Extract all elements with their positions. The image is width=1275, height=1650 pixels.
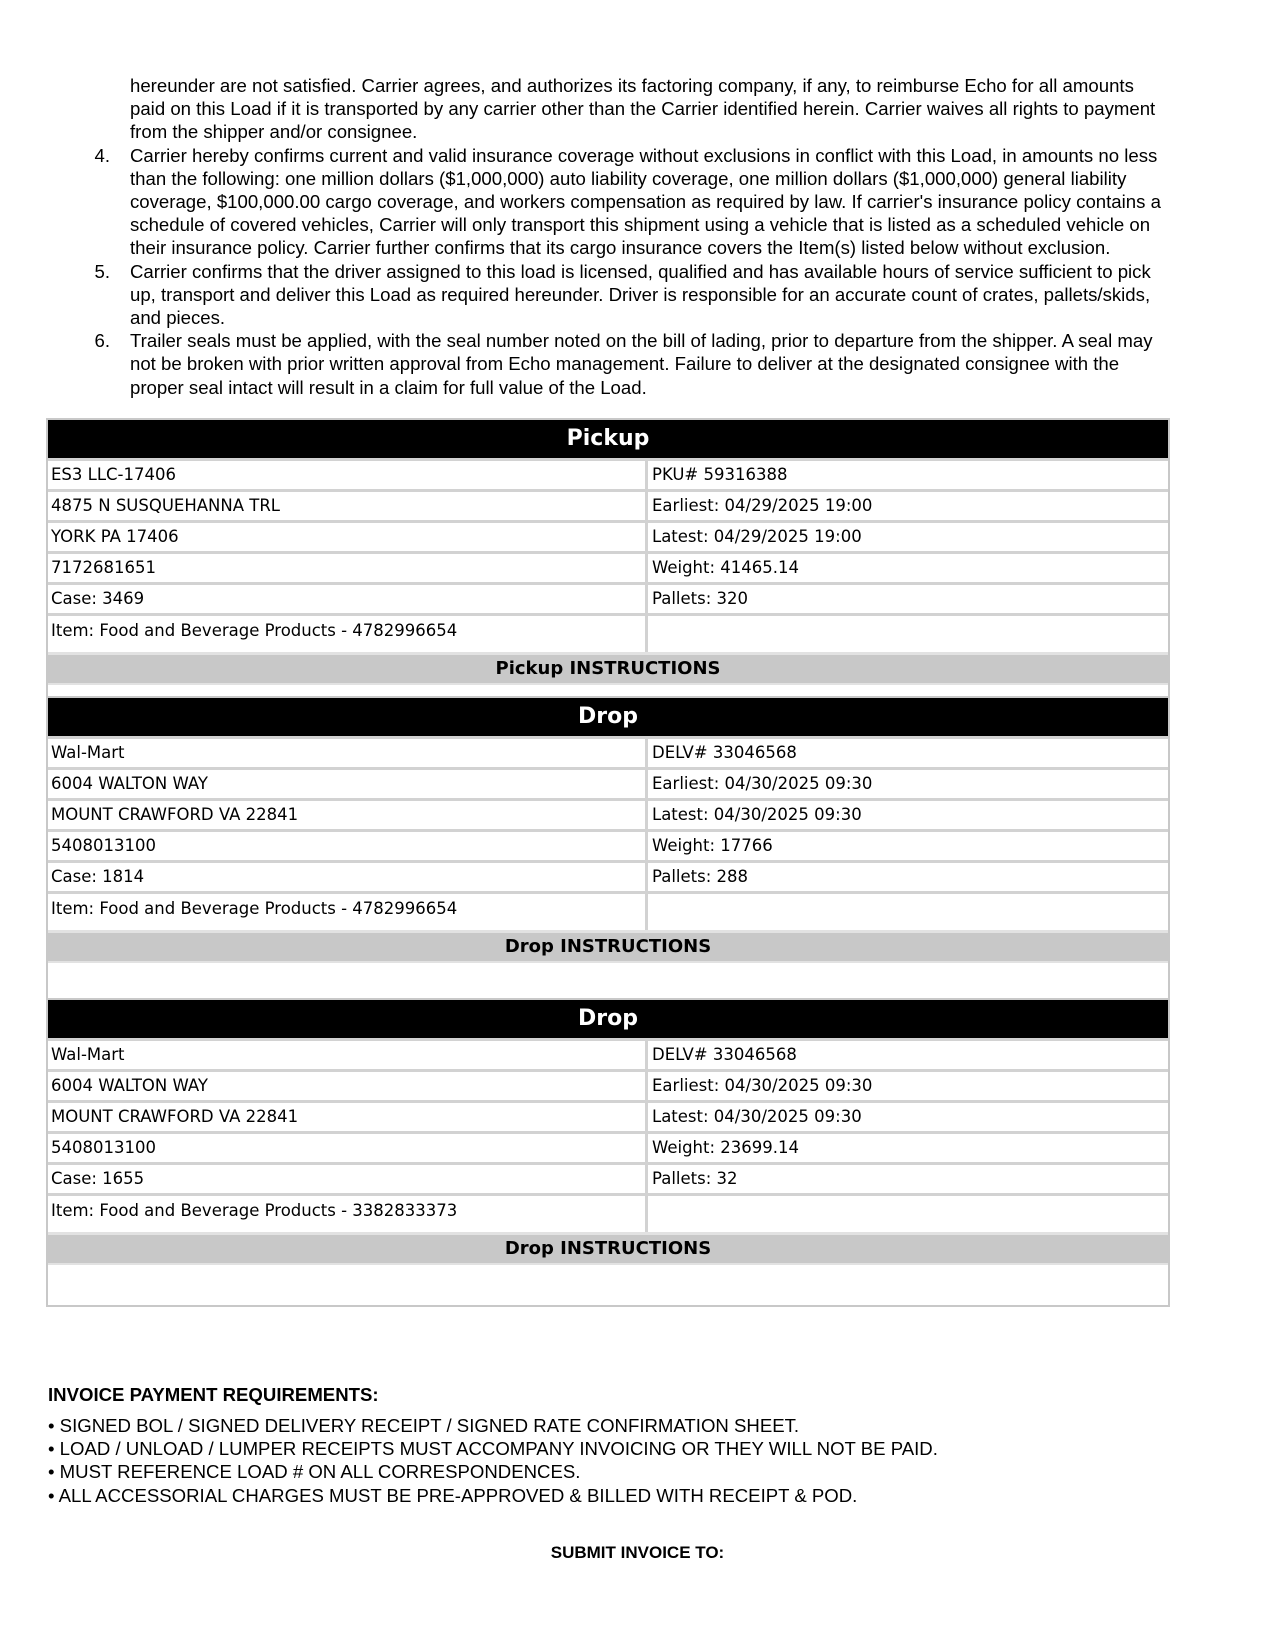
pickup-item: Item: Food and Beverage Products - 4782996654 <box>48 616 648 652</box>
pickup-instructions-header: Pickup INSTRUCTIONS <box>48 652 1168 683</box>
pickup-item-extra <box>648 616 1168 652</box>
drop-case: Case: 1655 <box>48 1165 648 1193</box>
term-item <box>60 329 1170 399</box>
pickup-number: PKU# 59316388 <box>652 465 788 484</box>
pickup-header: Pickup <box>48 420 1168 458</box>
drop-header: Drop <box>48 698 1168 736</box>
table-row <box>48 1131 1168 1162</box>
submit-invoice-heading: SUBMIT INVOICE TO: <box>550 1543 725 1562</box>
term-number: 5. <box>94 260 110 282</box>
list-item: • SIGNED BOL / SIGNED DELIVERY RECEIPT / SIGNED RATE CONFIRMATION SHEET. <box>48 1415 800 1436</box>
pickup-weight: Weight: 41465.14 <box>652 558 800 577</box>
drop-earliest: Earliest: 04/30/2025 09:30 <box>652 774 873 793</box>
drop-latest: Latest: 04/30/2025 09:30 <box>652 1107 862 1126</box>
drop-phone: 5408013100 <box>48 1134 648 1162</box>
table-row <box>48 489 1168 520</box>
list-item: • ALL ACCESSORIAL CHARGES MUST BE PRE-APPROVED & BILLED WITH RECEIPT & POD. <box>48 1484 858 1506</box>
drop-phone: 5408013100 <box>48 832 648 860</box>
drop-item-extra <box>648 894 1168 930</box>
table-row <box>48 1193 1168 1232</box>
pickup-city: YORK PA 17406 <box>48 523 648 551</box>
term-item <box>60 144 1170 260</box>
drop-latest: Latest: 04/30/2025 09:30 <box>652 805 862 824</box>
pickup-pallets: Pallets: 320 <box>652 589 749 608</box>
drop-pallets: Pallets: 288 <box>652 867 749 886</box>
drop-weight: Weight: 17766 <box>652 836 773 855</box>
table-row <box>48 458 1168 489</box>
term-text: Trailer seals must be applied, with the seal number noted on the bill of lading, prior to departure from the shipper. A seal may not be broken with prior written approval from Echo management. Failure to deliver at the designated consignee with the proper seal intact will result in a claim for full value of the Load. <box>130 330 1153 398</box>
drop-instructions-body <box>48 961 1168 1001</box>
drop-name: Wal-Mart <box>48 739 648 767</box>
drop-header: Drop <box>48 1000 1168 1038</box>
drop-pallets: Pallets: 32 <box>652 1169 738 1188</box>
term-text: Carrier hereby confirms current and valid insurance coverage without exclusions in conflict with this Load, in amounts no less than the following: one million dollars ($1,000,000) auto liability coverage, one million dollars ($1,000,000) general liability coverage, $100,000.00 cargo coverage, and workers compensation as required by law. If carrier's insurance policy contains a schedule of covered vehicles, Carrier will only transport this shipment using a vehicle that is listed as a scheduled vehicle on their insurance policy. Carrier further confirms that its cargo insurance covers the Item(s) listed below without exclusion. <box>130 144 1161 259</box>
drop-earliest: Earliest: 04/30/2025 09:30 <box>652 1076 873 1095</box>
term-text: hereunder are not satisfied. Carrier agrees, and authorizes its factoring company, if any, to reimburse Echo for all amounts paid on this Load if it is transported by any carrier other than the Carrier identified herein. Carrier waives all rights to payment from the shipper and/or consignee. <box>130 75 1156 143</box>
pickup-name: ES3 LLC-17406 <box>48 461 648 489</box>
drop-item: Item: Food and Beverage Products - 3382833373 <box>48 1196 648 1232</box>
drop-number: DELV# 33046568 <box>652 743 797 762</box>
table-row <box>48 767 1168 798</box>
term-item <box>60 260 1170 330</box>
table-row <box>48 860 1168 891</box>
table-row <box>48 520 1168 551</box>
drop-address: 6004 WALTON WAY <box>48 770 648 798</box>
pickup-case: Case: 3469 <box>48 585 648 613</box>
drop-section <box>46 696 1170 1003</box>
term-number: 6. <box>94 330 110 352</box>
table-row <box>48 582 1168 613</box>
pickup-phone: 7172681651 <box>48 554 648 582</box>
list-item: • MUST REFERENCE LOAD # ON ALL CORRESPONDENCES. <box>48 1461 581 1483</box>
table-row <box>48 613 1168 652</box>
drop-weight: Weight: 23699.14 <box>652 1138 800 1157</box>
table-row <box>48 736 1168 767</box>
terms-list <box>60 74 1170 399</box>
drop-address: 6004 WALTON WAY <box>48 1072 648 1100</box>
drop-city: MOUNT CRAWFORD VA 22841 <box>48 801 648 829</box>
term-item <box>60 74 1170 144</box>
pickup-section <box>46 418 1170 701</box>
table-row <box>48 891 1168 930</box>
table-row <box>48 798 1168 829</box>
drop-section <box>46 998 1170 1307</box>
drop-item-extra <box>648 1196 1168 1232</box>
table-row <box>48 1100 1168 1131</box>
drop-instructions-header: Drop INSTRUCTIONS <box>48 930 1168 961</box>
drop-number: DELV# 33046568 <box>652 1045 797 1064</box>
pickup-earliest: Earliest: 04/29/2025 19:00 <box>652 496 873 515</box>
table-row <box>48 1162 1168 1193</box>
table-row <box>48 551 1168 582</box>
drop-instructions-body <box>48 1263 1168 1305</box>
table-row <box>48 1038 1168 1069</box>
invoice-requirements-list <box>48 1414 938 1507</box>
term-number: 4. <box>94 144 110 166</box>
list-item: • LOAD / UNLOAD / LUMPER RECEIPTS MUST ACCOMPANY INVOICING OR THEY WILL NOT BE PAID. <box>48 1438 938 1460</box>
term-text: Carrier confirms that the driver assigned to this load is licensed, qualified and has available hours of service sufficient to pick up, transport and deliver this Load as required hereunder. Driver is responsible for an accurate count of crates, pallets/skids, and pieces. <box>130 260 1151 329</box>
pickup-latest: Latest: 04/29/2025 19:00 <box>652 527 862 546</box>
drop-case: Case: 1814 <box>48 863 648 891</box>
table-row <box>48 829 1168 860</box>
invoice-requirements-title: INVOICE PAYMENT REQUIREMENTS: <box>48 1384 379 1405</box>
drop-item: Item: Food and Beverage Products - 4782996654 <box>48 894 648 930</box>
drop-name: Wal-Mart <box>48 1041 648 1069</box>
table-row <box>48 1069 1168 1100</box>
pickup-address: 4875 N SUSQUEHANNA TRL <box>48 492 648 520</box>
drop-instructions-header: Drop INSTRUCTIONS <box>48 1232 1168 1263</box>
drop-city: MOUNT CRAWFORD VA 22841 <box>48 1103 648 1131</box>
